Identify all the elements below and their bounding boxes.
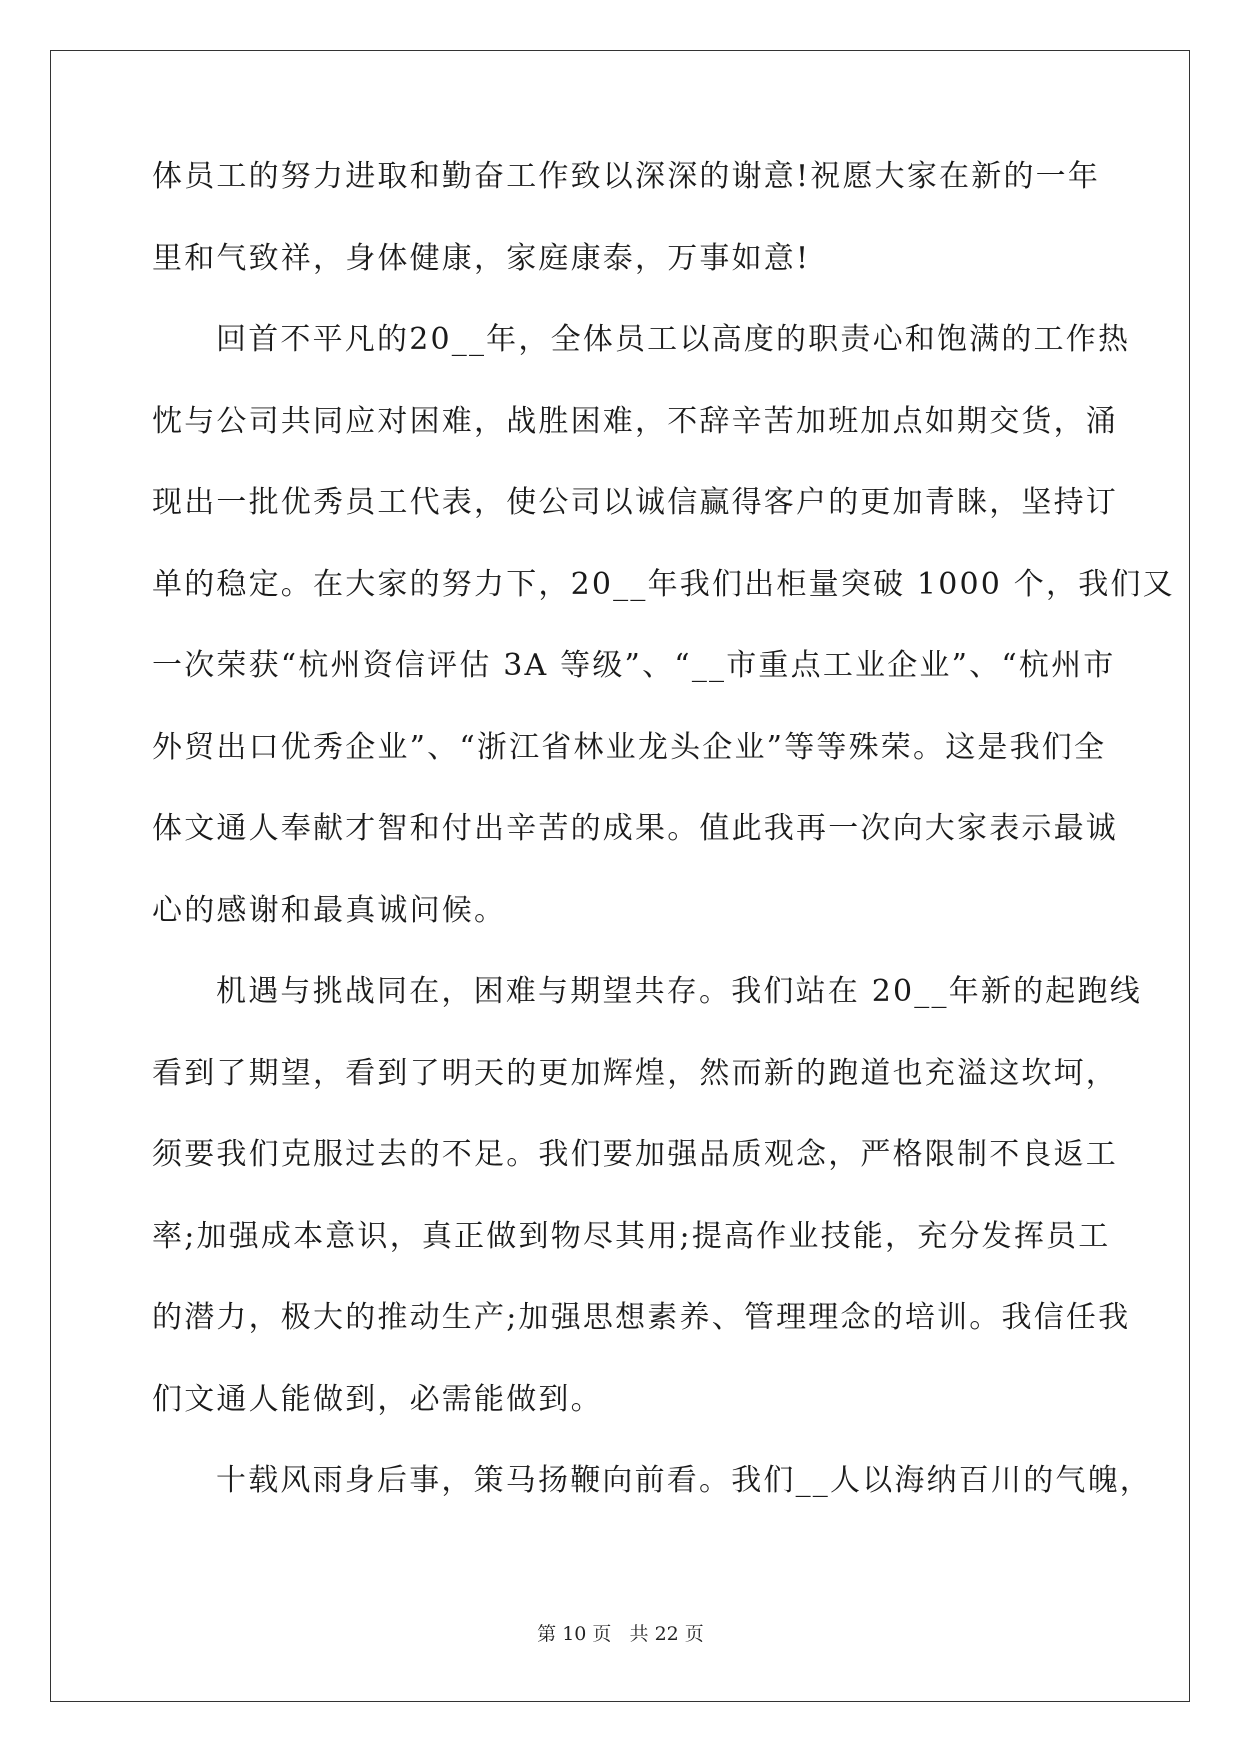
paragraph-start-line: 机遇与挑战同在，困难与期望共存。我们站在 20__年新的起跑线 (216, 974, 1142, 1009)
text-line: 现出一批优秀员工代表，使公司以诚信赢得客户的更加青睐，坚持订 (152, 485, 1118, 520)
text-line: 体员工的努力进取和勤奋工作致以深深的谢意!祝愿大家在新的一年 (152, 159, 1101, 194)
text-line: 的潜力，极大的推动生产;加强思想素养、管理理念的培训。我信任我 (152, 1300, 1131, 1335)
text-line: 们文通人能做到，必需能做到。 (152, 1381, 603, 1417)
text-line: 看到了期望，看到了明天的更加辉煌，然而新的跑道也充溢这坎坷， (152, 1055, 1118, 1091)
text-line: 心的感谢和最真诚问候。 (152, 892, 507, 928)
text-line: 单的稳定。在大家的努力下，20__年我们出柜量突破 1000 个，我们又 (152, 566, 1175, 602)
text-line: 一次荣获“杭州资信评估 3A 等级”、“__市重点工业企业”、“杭州市 (152, 648, 1116, 683)
page-number-footer: 第 10 页 共 22 页 (537, 1623, 704, 1645)
text-line: 率;加强成本意识，真正做到物尽其用;提高作业技能，充分发挥员工 (152, 1218, 1111, 1254)
document-body (152, 159, 1175, 1546)
text-line: 忱与公司共同应对困难，战胜困难，不辞辛苦加班加点如期交货，涌 (152, 403, 1118, 439)
text-line: 体文通人奉献才智和付出辛苦的成果。值此我再一次向大家表示最诚 (152, 811, 1118, 846)
paragraph-start-line: 十载风雨身后事，策马扬鞭向前看。我们__人以海纳百川的气魄， (216, 1463, 1152, 1498)
text-line: 须要我们克服过去的不足。我们要加强品质观念，严格限制不良返工 (152, 1137, 1118, 1172)
text-line: 外贸出口优秀企业”、“浙江省林业龙头企业”等等殊荣。这是我们全 (152, 729, 1107, 765)
text-line: 里和气致祥，身体健康，家庭康泰，万事如意! (152, 240, 811, 276)
paragraph-start-line: 回首不平凡的20__年，全体员工以高度的职责心和饱满的工作热 (216, 322, 1131, 357)
